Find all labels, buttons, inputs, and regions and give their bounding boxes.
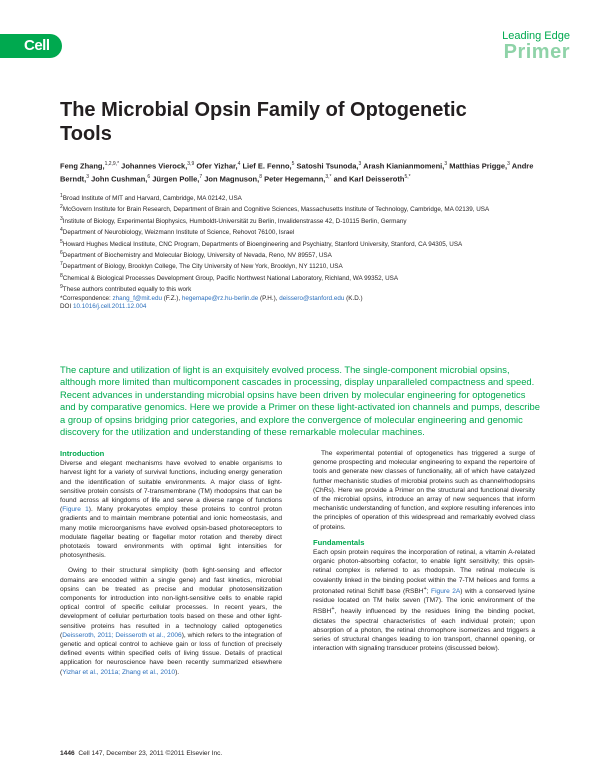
email-link-zhang[interactable]: zhang_f@mit.edu: [112, 294, 162, 302]
affiliation-item: [60, 283, 560, 294]
affiliation-item: [60, 249, 560, 260]
author-name: Andre Berndt,: [60, 161, 534, 183]
author-name: Jon Magnuson,: [202, 174, 260, 183]
author-affiliation-marker: 1,2,9,*: [104, 161, 120, 167]
author-affiliation-marker: 3: [507, 161, 510, 167]
author-affiliation-marker: 3: [444, 161, 448, 167]
affiliation-number: 1: [60, 193, 63, 199]
affiliation-number: 9: [60, 284, 63, 291]
affiliation-number: 4: [60, 227, 63, 234]
intro-heading: Introduction: [60, 449, 105, 458]
abstract: The capture and utilization of light is an exquisitely evolved process. The single-component microbial opsins, although more limited than multicomponent cascades in processing, display unparalleled compactness and speed. Recent advances in understanding microbial opsins have been driven by molecular engineering for optogenetics and by comparative genomics. Here we provide a Primer on these light-activated ion channels and pumps, describe a group of opsins bridging prior categories, and explore the convergence of molecular engineering and genomic discovery for the utilization and understanding of these remarkable molecular machines.: [60, 364, 540, 438]
affiliation-text: Howard Hughes Medical Institute, CNC Program, Departments of Bioengineering and Psychiatry, Stanford University, Stanford, CA 94305, USA: [62, 240, 463, 248]
affiliation-text: Department of Biochemistry and Molecular Biology, University of Nevada, Reno, NV 89557, USA: [62, 252, 332, 260]
doi-link[interactable]: 10.1016/j.cell.2011.12.004: [72, 302, 147, 310]
affiliation-text: These authors contributed equally to this work: [62, 286, 192, 294]
author-name: Peter Hegemann,: [262, 174, 326, 183]
affiliation-text: Chemical & Biological Processes Development Group, Pacific Northwest National Laboratory, Richland, WA 99352, USA: [62, 274, 399, 282]
affiliation-item: [60, 260, 560, 271]
section-label: Leading Edge: [502, 30, 570, 42]
email-link-deisseroth[interactable]: deissero@stanford.edu: [279, 294, 345, 302]
page-footer: [60, 750, 222, 757]
affiliation-text: Institute of Biology, Experimental Biophysics, Humboldt-Universität zu Berlin, Invalidenstrasse 42, D-10115 Berlin, Germany: [62, 217, 407, 225]
affiliation-number: 8: [60, 272, 63, 279]
affiliation-item: [60, 215, 560, 226]
figure-1-link[interactable]: Figure 1: [62, 506, 89, 514]
author-affiliation-marker: 5: [291, 161, 295, 167]
right-paragraph-1: The experimental potential of optogenetics has triggered a surge of genome prospecting and molecular engineering to expand the repertoire of tools and generate new classes of functionality, all of which have catalyzed further mechanistic studies of microbial proteins such as channelrhodopsins (ChRs). Here we provide a Primer on the structural and functional diversity of the microbial opsins, introduce an array of new sequences that inform mechanistic understanding of function, and explore resulting inferences into the principles of operation of this widespread and remarkably evolved class of proteins.: [313, 450, 535, 531]
affiliation-number: 5: [60, 238, 63, 245]
author-affiliation-marker: 3,9: [187, 161, 195, 167]
author-affiliation-marker: 3: [358, 161, 362, 167]
author-name: Johannes Vierock,: [119, 161, 188, 171]
publication-date: , December 23, 2011 ©2011 Elsevier Inc.: [102, 750, 223, 757]
affiliation-item: [60, 226, 560, 237]
affiliation-text: McGovern Institute for Brain Research, Department of Brain and Cognitive Sciences, Massachusetts Institute of Technology, Cambridge, MA 02139, USA: [62, 206, 490, 214]
affiliation-number: 2: [60, 204, 63, 211]
section-tag: [502, 30, 570, 64]
author-name: Satoshi Tsunoda,: [294, 161, 359, 171]
article-title: The Microbial Opsin Family of Optogenetic Tools: [60, 99, 467, 145]
author-name: Arash Kianianmomeni,: [361, 161, 445, 171]
citation-link-yizhar[interactable]: Yizhar et al., 2011a; Zhang et al., 2010: [62, 668, 176, 676]
journal-volume: Cell 147: [78, 750, 103, 757]
author-affiliation-marker: 3,*: [325, 173, 332, 180]
page-number: 1446: [60, 750, 75, 757]
author-affiliation-marker: 7: [199, 173, 203, 180]
author-affiliation-marker: 6: [147, 173, 151, 180]
affiliation-text: Broad Institute of MIT and Harvard, Cambridge, MA 02142, USA: [62, 195, 242, 203]
author-name: Feng Zhang,: [60, 161, 105, 171]
author-affiliation-marker: 5,*: [404, 173, 411, 180]
affiliation-item: [60, 272, 560, 283]
author-name: John Cushman,: [89, 174, 148, 183]
affiliation-text: Department of Biology, Brooklyn College, The City University of New York, Brooklyn, NY 11210, USA: [62, 263, 343, 271]
author-name: Lief E. Fenno,: [240, 161, 292, 171]
fundamentals-paragraph-1: Each opsin protein requires the incorporation of retinal, a vitamin A-related organic photon-absorbing cofactor, to enable light sensitivity; this opsin-retinal complex is referred to as rhodopsin. The retinal molecule is covalently linked in the binding pocket within the 7-TM helices and forms a protonated retinal Schiff base (RSBH+; Figure 2A) with a conserved lysine residue located on TM helix seven (TM7). The ionic environment of the RSBH+, heavily influenced by the residues lining the binding pocket, dictates the spectral characteristics of each individual protein; upon absorption of a photon, the retinal chromophore isomerizes and triggers a series of structural changes leading to ion transport, channel opening, or interaction with signaling transducer proteins (discussed below).: [313, 549, 535, 653]
cell-logo: [0, 34, 62, 58]
author-name: Jürgen Polle,: [150, 174, 200, 183]
affiliation-number: 7: [60, 261, 63, 268]
author-name: and Karl Deisseroth: [331, 174, 405, 183]
article-type: Primer: [503, 41, 570, 63]
email-link-hegemann[interactable]: hegemape@rz.hu-berlin.de: [181, 294, 259, 302]
correspondence: *Correspondence: zhang_f@mit.edu (F.Z.), hegemape@rz.hu-berlin.de (P.H.), deissero@stanford.edu (K.D.): [60, 294, 363, 302]
citation-link-deisseroth[interactable]: Deisseroth, 2011; Deisseroth et al., 2006: [62, 631, 182, 639]
author-name: Matthias Prigge,: [447, 161, 508, 171]
figure-2a-link[interactable]: Figure 2A: [431, 588, 461, 596]
intro-paragraph-1: Diverse and elegant mechanisms have evolved to enable organisms to harvest light for a variety of survival functions, including energy generation and the identification of suitable environments. A major class of light-sensitive protein consists of 7-transmembrane (TM) rhodopsins that can be found across all kingdoms of life and serve a diverse range of functions (Figure 1). Many prokaryotes employ these proteins to control proton gradients and to maintain membrane potential and ionic homeostasis, and many motile microorganisms have evolved opsin-based photoreceptors to modulate flagellar beating or flagellar motor rotation and thereby direct phototaxis toward environments with optimal light intensities for photosynthesis.: [60, 460, 282, 560]
cell-logo-text: Cell: [24, 37, 50, 54]
affiliation-item: [60, 238, 560, 249]
affiliation-list: [60, 192, 560, 295]
affiliation-number: 3: [60, 215, 63, 222]
doi-line: DOI 10.1016/j.cell.2011.12.004: [60, 302, 147, 310]
affiliation-text: Department of Neurobiology, Weizmann Institute of Science, Rehovot 76100, Israel: [62, 229, 295, 237]
body-column-left: [60, 449, 282, 683]
intro-paragraph-2: Owing to their structural simplicity (both light-sensing and effector domains are encoded within a single gene) and fast kinetics, microbial opsins can be treated as precise and modular photosensitization components for introduction into non-light-sensitive cells to enable rapid optical control of specific cellular processes. In recent years, the development of cellular perturbation tools based on these and other light-sensitive proteins has resulted in a technology called optogenetics (Deisseroth, 2011; Deisseroth et al., 2006), which refers to the integration of genetic and optical control to achieve gain or loss of function of precisely defined events within specified cells of living tissue. Details of practical application for neuroscience have been recently summarized elsewhere (Yizhar et al., 2011a; Zhang et al., 2010).: [60, 567, 282, 676]
author-list: [60, 159, 560, 184]
author-affiliation-marker: 8: [259, 173, 262, 180]
author-affiliation-marker: 3: [86, 173, 90, 180]
author-affiliation-marker: 4: [237, 161, 241, 167]
affiliation-item: [60, 192, 560, 203]
affiliation-number: 6: [60, 249, 63, 256]
fundamentals-heading: Fundamentals: [313, 537, 365, 547]
body-column-right: [313, 449, 535, 660]
affiliations: [60, 192, 560, 311]
affiliation-item: [60, 203, 560, 214]
author-name: Ofer Yizhar,: [194, 161, 238, 171]
